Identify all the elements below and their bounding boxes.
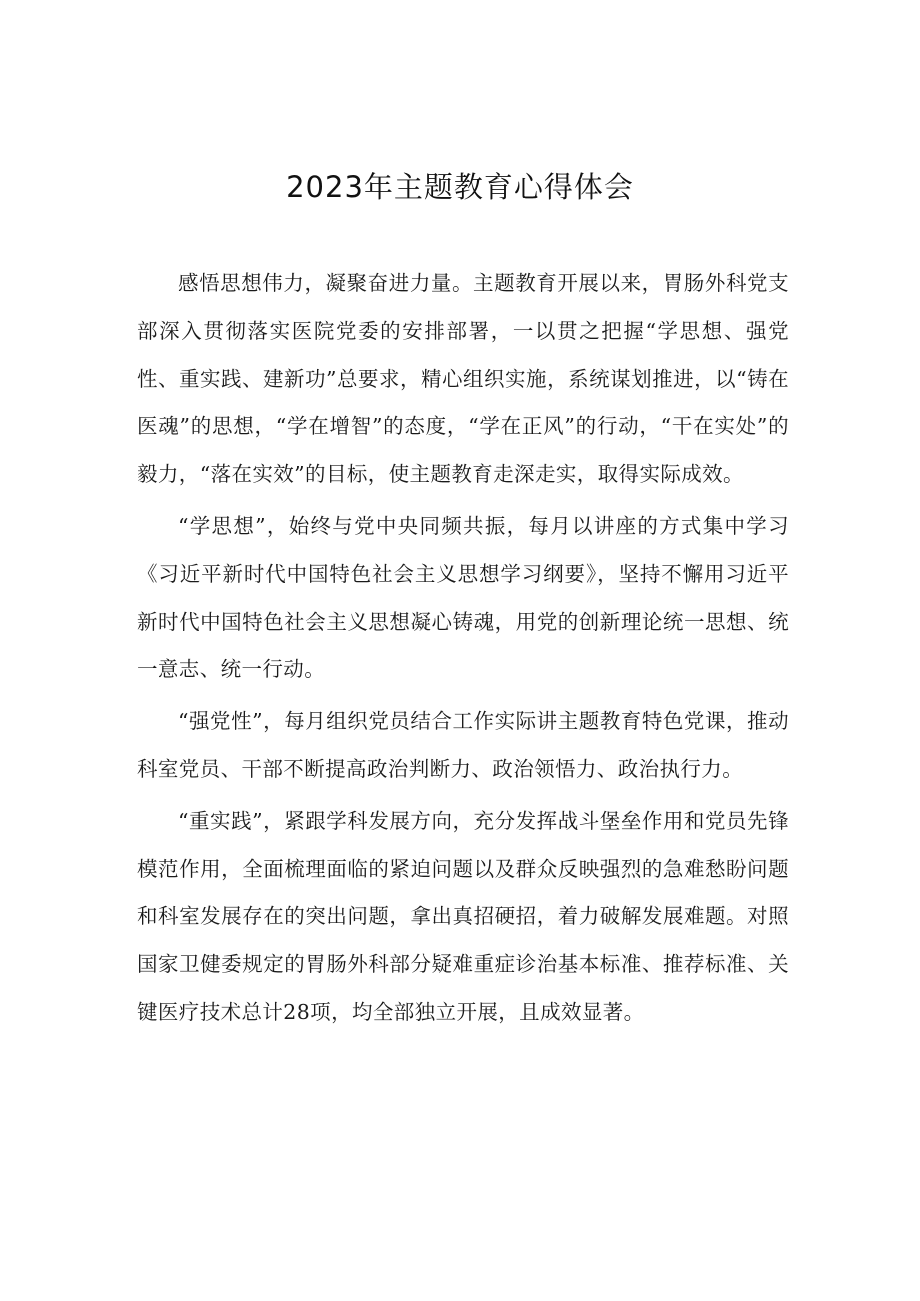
document-title: 2023年主题教育心得体会 xyxy=(286,170,634,204)
document-body xyxy=(137,260,789,1037)
paragraph-party-spirit: “强党性”，每月组织党员结合工作实际讲主题教育特色党课，推动科室党员、干部不断提高政治判断力、政治领悟力、政治执行力。 xyxy=(137,709,789,781)
paragraph-study-thought: “学思想”，始终与党中央同频共振，每月以讲座的方式集中学习《习近平新时代中国特色社会主义思想学习纲要》，坚持不懈用习近平新时代中国特色社会主义思想凝心铸魂，用党的创新理论统一思想、统一意志、统一行动。 xyxy=(137,513,789,682)
paragraph-intro: 感悟思想伟力，凝聚奋进力量。主题教育开展以来，胃肠外科党支部深入贯彻落实医院党委的安排部署，一以贯之把握“学思想、强党性、重实践、建新功”总要求，精心组织实施，系统谋划推进，以“铸在医魂”的思想，“学在增智”的态度，“学在正风”的行动，“干在实处”的毅力，“落在实效”的目标，使主题教育走深走实，取得实际成效。 xyxy=(137,271,789,487)
paragraph-practice: “重实践”，紧跟学科发展方向，充分发挥战斗堡垒作用和党员先锋模范作用，全面梳理面临的紧迫问题以及群众反映强烈的急难愁盼问题和科室发展存在的突出问题，拿出真招硬招，着力破解发展难题。对照国家卫健委规定的胃肠外科部分疑难重症诊治基本标准、推荐标准、关键医疗技术总计28项，均全部独立开展，且成效显著。 xyxy=(137,808,789,1024)
